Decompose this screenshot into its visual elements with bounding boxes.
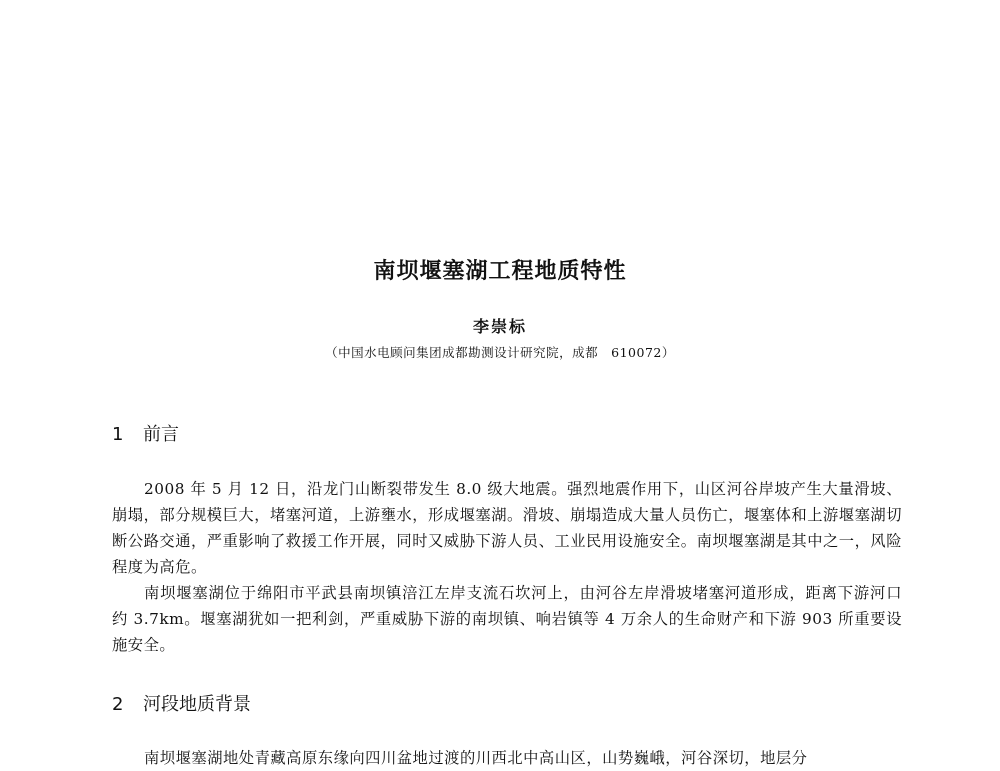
paper-title: 南坝堰塞湖工程地质特性 (373, 259, 627, 284)
author-name: 李崇标 (472, 317, 527, 336)
section-heading-geology (112, 690, 251, 716)
section-number: 2 (112, 694, 124, 715)
section-title: 河段地质背景 (143, 694, 251, 715)
body-paragraph: 2008 年 5 月 12 日，沿龙门山断裂带发生 8.0 级大地震。强烈地震作用下，山区河谷岸坡产生大量滑坡、崩塌，部分规模巨大，堵塞河道，上游壅水，形成堰塞湖。滑坡、崩塌造成大量人员伤亡，堰塞体和上游堰塞湖切断公路交通，严重影响了救援工作开展，同时又威胁下游人员、工业民用设施安全。南坝堰塞湖是其中之一，风险程度为高危。 (112, 480, 902, 576)
author-affiliation: （中国水电顾问集团成都勘测设计研究院，成都 610072） (325, 345, 675, 360)
body-paragraph: 南坝堰塞湖位于绵阳市平武县南坝镇涪江左岸支流石坎河上，由河谷左岸滑坡堵塞河道形成，距离下游河口约 3.7km。堰塞湖犹如一把利剑，严重威胁下游的南坝镇、响岩镇等 4 万余人的生命财产和下游 903 所重要设施安全。 (112, 584, 902, 654)
body-paragraph: 南坝堰塞湖地处青藏高原东缘向四川盆地过渡的川西北中高山区，山势巍峨，河谷深切，地层分 (144, 749, 808, 767)
section-heading-introduction (112, 420, 179, 446)
section-title: 前言 (143, 424, 179, 445)
section-number: 1 (112, 424, 124, 445)
